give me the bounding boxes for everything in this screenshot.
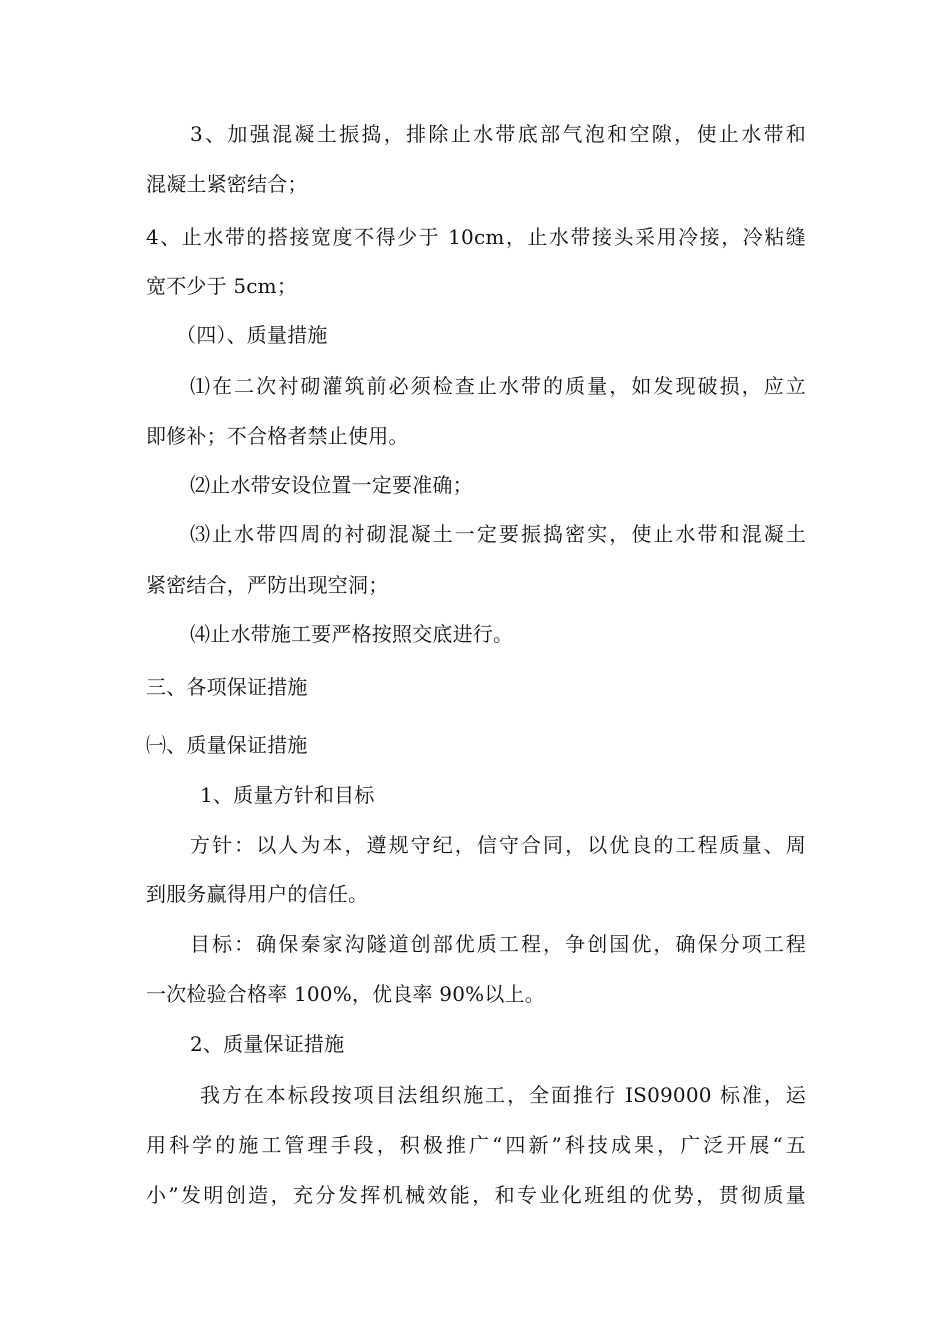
paragraph-line: 即修补；不合格者禁止使用。 bbox=[146, 424, 409, 448]
paragraph-line: 目标：确保秦家沟隧道创部优质工程，争创国优，确保分项工程 bbox=[190, 932, 806, 956]
subsection-heading: 1、质量方针和目标 bbox=[200, 783, 375, 807]
section-heading: （四）、质量措施 bbox=[176, 323, 328, 347]
paragraph-line: ⑶止水带四周的衬砌混凝土一定要振捣密实，使止水带和混凝土 bbox=[190, 522, 806, 546]
paragraph-line: 紧密结合，严防出现空洞； bbox=[146, 573, 389, 597]
paragraph-line: 我方在本标段按项目法组织施工，全面推行 IS09000 标准，运 bbox=[200, 1083, 806, 1107]
paragraph-line: 3、加强混凝土振捣，排除止水带底部气泡和空隙，使止水带和 bbox=[190, 122, 806, 146]
paragraph-line: 混凝土紧密结合； bbox=[146, 172, 308, 196]
section-heading: ㈠、质量保证措施 bbox=[146, 733, 308, 757]
paragraph-line: ⑷止水带施工要严格按照交底进行。 bbox=[190, 622, 514, 646]
paragraph-line: ⑴在二次衬砌灌筑前必须检查止水带的质量，如发现破损，应立 bbox=[190, 374, 806, 398]
paragraph-line: 一次检验合格率 100%，优良率 90%以上。 bbox=[146, 982, 545, 1006]
paragraph-line: 宽不少于 5cm； bbox=[146, 274, 298, 298]
subsection-heading: 2、质量保证措施 bbox=[190, 1032, 345, 1056]
paragraph-line: 到服务赢得用户的信任。 bbox=[146, 882, 369, 906]
section-heading: 三、各项保证措施 bbox=[146, 675, 308, 699]
paragraph-line: 用科学的施工管理手段，积极推广“四新”科技成果，广泛开展“五 bbox=[146, 1133, 806, 1157]
paragraph-line: 4、止水带的搭接宽度不得少于 10cm，止水带接头采用冷接，冷粘缝 bbox=[146, 225, 806, 249]
paragraph-line: 方针：以人为本，遵规守纪，信守合同，以优良的工程质量、周 bbox=[190, 833, 806, 857]
paragraph-line: ⑵止水带安设位置一定要准确； bbox=[190, 473, 473, 497]
paragraph-line: 小”发明创造，充分发挥机械效能，和专业化班组的优势，贯彻质量 bbox=[146, 1183, 806, 1207]
